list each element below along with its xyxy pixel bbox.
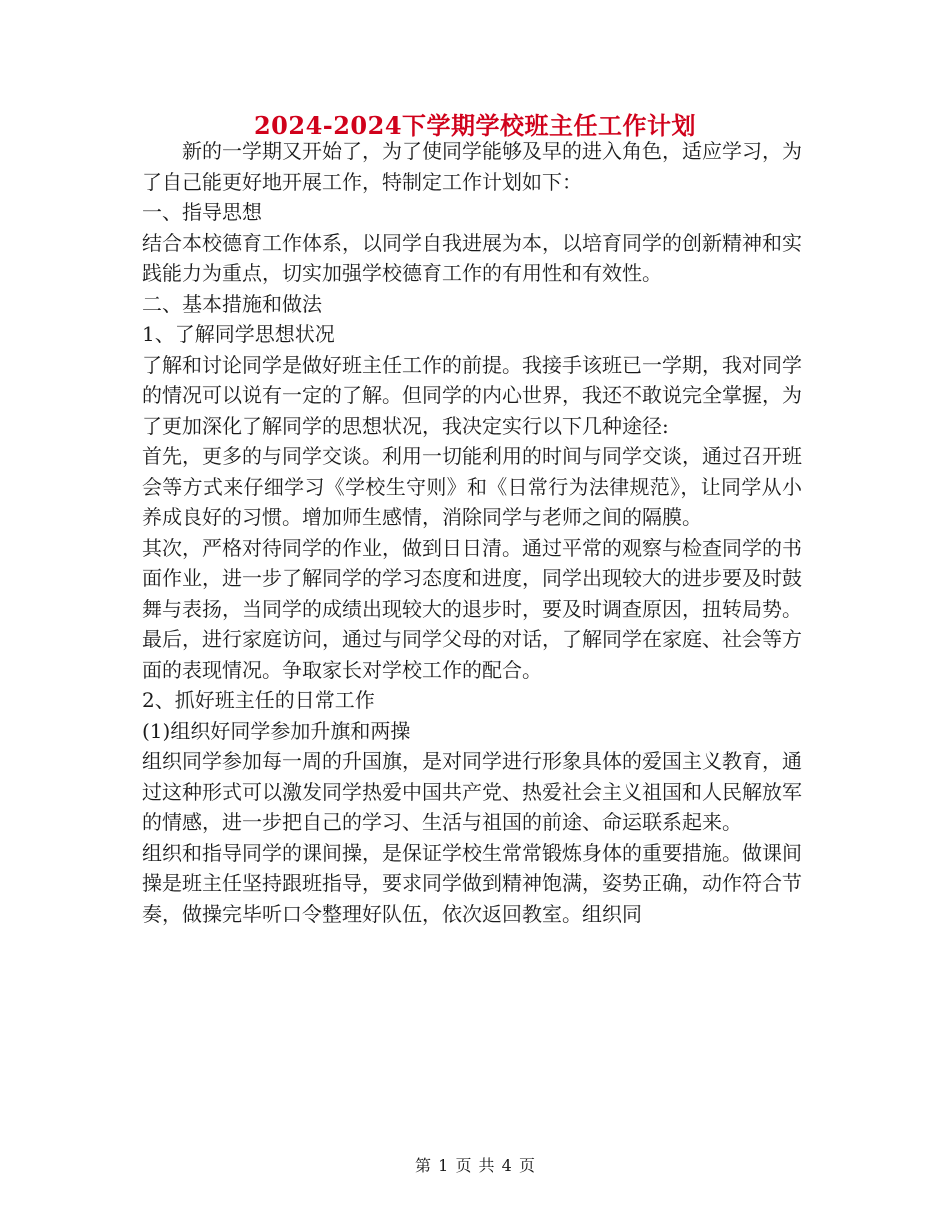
section-heading-measures: 二、基本措施和做法 bbox=[142, 291, 322, 316]
document-body bbox=[142, 136, 802, 929]
page-footer bbox=[0, 1155, 950, 1177]
subsection-heading-daily-work: 2、抓好班主任的日常工作 bbox=[142, 688, 375, 712]
paragraph-second-homework: 其次，严格对待同学的作业，做到日日清。通过平常的观察与检查同学的书面作业，进一步了解同学的学习态度和进度，同学出现较大的进步要及时鼓舞与表扬，当同学的成绩出现较大的退步时，要及时调查原因，扭转局势。 bbox=[142, 535, 802, 621]
footer-total-pages: 4 bbox=[501, 1156, 512, 1175]
section-heading-guiding-thought: 一、指导思想 bbox=[142, 200, 262, 224]
footer-total-unit: 页 bbox=[518, 1156, 535, 1175]
paragraph-intro: 新的一学期又开始了，为了使同学能够及早的进入角色，适应学习，为了自己能更好地开展工作，特制定工作计划如下： bbox=[142, 139, 802, 194]
footer-total-prefix: 共 bbox=[478, 1156, 495, 1175]
paragraph-understand-students: 了解和讨论同学是做好班主任工作的前提。我接手该班已一学期，我对同学的情况可以说有一定的了解。但同学的内心世界，我还不敢说完全掌握，为了更加深化了解同学的思想状况，我决定实行以下几种途径: bbox=[142, 352, 802, 438]
footer-page-unit: 页 bbox=[455, 1156, 472, 1175]
paragraph-flag-raising: 组织同学参加每一周的升国旗，是对同学进行形象具体的爱国主义教育，通过这种形式可以激发同学热爱中国共产党、热爱社会主义祖国和人民解放军的情感，进一步把自己的学习、生活与祖国的前途、命运联系起来。 bbox=[142, 749, 802, 834]
subsection-heading-understand-students: 1、了解同学思想状况 bbox=[142, 322, 335, 346]
footer-prefix: 第 bbox=[415, 1156, 432, 1175]
paragraph-guiding-thought: 结合本校德育工作体系，以同学自我进展为本，以培育同学的创新精神和实践能力为重点，切实加强学校德育工作的有用性和有效性。 bbox=[142, 230, 802, 285]
paragraph-last-home-visit: 最后，进行家庭访问，通过与同学父母的对话，了解同学在家庭、社会等方面的表现情况。争取家长对学校工作的配合。 bbox=[142, 627, 802, 682]
paragraph-first-talk: 首先，更多的与同学交谈。利用一切能利用的时间与同学交谈，通过召开班会等方式来仔细学习《学校生守则》和《日常行为法律规范》，让同学从小养成良好的习惯。增加师生感情，消除同学与老师之间的隔膜。 bbox=[142, 444, 802, 529]
footer-current-page: 1 bbox=[438, 1156, 449, 1175]
item-heading-flag-and-exercise: (1)组织好同学参加升旗和两操 bbox=[142, 718, 411, 743]
document-title: 2024-2024下学期学校班主任工作计划 bbox=[253, 111, 697, 140]
paragraph-exercise: 组织和指导同学的课间操，是保证学校生常常锻炼身体的重要措施。做课间操是班主任坚持跟班指导，要求同学做到精神饱满，姿势正确，动作符合节奏，做操完毕听口令整理好队伍，依次返回教室。组织同 bbox=[142, 840, 802, 926]
